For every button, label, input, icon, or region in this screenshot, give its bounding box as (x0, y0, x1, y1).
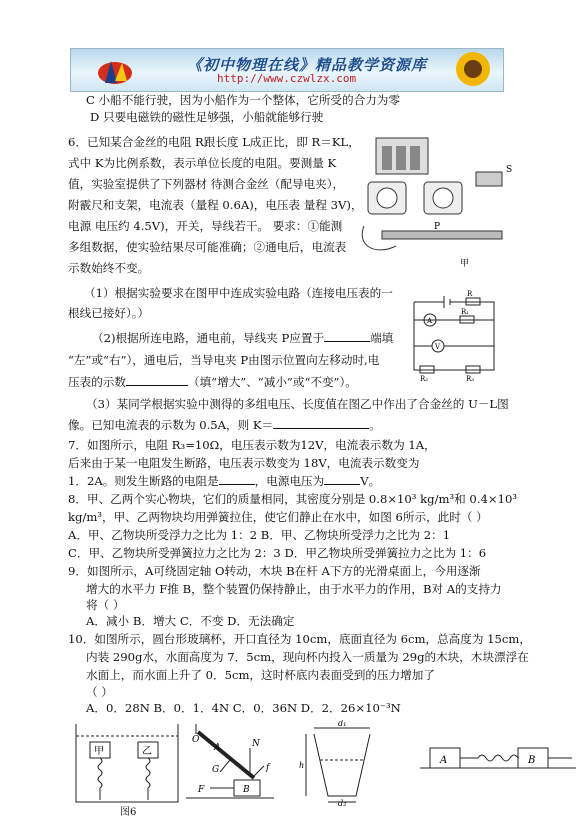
text-line: 像。已知电流表的示数为 0.5A，则 K＝ 。 (68, 418, 381, 432)
ammeter-label: A (427, 317, 433, 325)
answer-blank[interactable] (219, 473, 255, 485)
d2-label: d₂ (338, 799, 347, 806)
r-label: R (467, 290, 473, 298)
text-line: 10．如图所示，圆台形玻璃杯，开口直径为 10cm，底面直径为 6cm，总高度为 15cm， (68, 632, 531, 646)
text-line: 水面上，而水面上升了 0．5cm，这时杯底内表面受到的压力增加了 (86, 668, 435, 682)
figure-lever (184, 720, 280, 804)
text-line: 多组数据，使实验结果尽可能准确；②通电后，电流表 (68, 240, 347, 254)
text-line: 式中 K为比例系数，表示单位长度的电阻。要测量 K (68, 156, 337, 170)
p-label: P (434, 222, 441, 232)
text-line: 7．如图所示，电阻 R₃=10Ω，电压表示数为12V，电流表示数为 1A， (68, 438, 436, 452)
block-a-label: A (440, 755, 448, 766)
answer-blank[interactable] (273, 417, 369, 429)
answer-blank[interactable] (324, 473, 360, 485)
figure-cup (298, 720, 378, 806)
text-line: C．甲、乙物块所受弹簧拉力之比为 2：3 D．甲乙物块所受弹簧拉力之比为 1：6 (68, 546, 487, 560)
text-line: “左”或“右”），通电后，当导电夹 P由图示位置向左移动时,电 (68, 353, 380, 367)
text-line: C 小船不能行驶，因为小船作为一个整体，它所受的合力为零 (86, 93, 400, 107)
text-line: kg/m³，甲、乙两物块均用弹簧拉住，使它们静止在水中，如图 6所示，此时（ ） (68, 510, 488, 524)
text-line: （ ） (86, 685, 113, 699)
text-line: 后来由于某一电阻发生断路，电压表示数变为 18V，电流表示数变为 (68, 456, 420, 470)
text-line: 值，实验室提供了下列器材 待测合金丝（配导电夹）， (68, 177, 345, 191)
text-line: 增大的水平力 F推 B，整个装置仍保持静止，由于水平力的作用，B对 A的支持力 (86, 582, 502, 596)
f-label: f (266, 763, 270, 773)
d1-label: d₁ (338, 720, 347, 728)
s-label: S (506, 165, 513, 175)
block-b-label: B (528, 755, 536, 766)
answer-blank[interactable] (324, 330, 370, 342)
r3-label: R₃ (466, 375, 475, 382)
figure-6-tank (72, 720, 182, 806)
jia-label: 甲 (94, 746, 104, 757)
h-label: h (299, 761, 305, 770)
voltmeter-label: V (435, 343, 441, 351)
text-line: A．减小 B．增大 C．不变 D．无法确定 (86, 614, 295, 628)
r1-label: R₁ (461, 308, 470, 316)
figure-6-caption: 图6 (120, 807, 137, 818)
b-label: B (243, 785, 250, 795)
banner-url: http://www.czwlzx.com (217, 72, 357, 85)
text-line: 8．甲、乙两个实心物块，它们的质量相同，其密度分别是 0.8×10³ kg/m³和 0.4×10³ (68, 492, 517, 506)
text-line: D 只要电磁铁的磁性足够强，小船就能够行驶 (90, 110, 324, 124)
text-line: （2)根据所连电路，通电前，导线夹 P应置于 端填 (92, 331, 394, 345)
figure-caption: 甲 (460, 259, 470, 269)
text-line: 附霰尺和支架，电流表（量程 0.6A)，电压表 量程 3V)， (68, 198, 363, 212)
text-line: A．甲、乙物块所受浮力之比为 1：2 B．甲、乙物块所受浮力之比为 2：1 (68, 528, 451, 542)
g-label: G (212, 765, 220, 775)
text-line: 内装 290g水，水面高度为 7．5cm，现向杯内投入一质量为 29g的木块，木块漂浮在 (86, 650, 529, 664)
text-line: 9．如图所示，A可绕固定轴 O转动，木块 B在杆 A下方的光滑桌面上，今用逐渐 (68, 564, 481, 578)
figure-blocks (418, 740, 578, 780)
n-label: N (252, 739, 260, 749)
text-line: 根线已接好）。） (68, 306, 150, 320)
force-label: F (198, 785, 205, 795)
answer-blank[interactable] (126, 374, 188, 386)
text-line: 压表的示数 （填“增大”、“减小”或“不变”）。 (68, 375, 357, 389)
yi-label: 乙 (142, 746, 152, 757)
a-label: A (214, 743, 221, 753)
text-line: （1）根据实验要求在图甲中连成实验电路（连接电压表的一 (84, 286, 393, 300)
logo-icon (95, 53, 135, 87)
text-line: （3）某同学根据实验中测得的多组电压、长度值在图乙中作出了合金丝的 U－L图 (86, 397, 509, 411)
o-label: O (192, 735, 200, 745)
r2-label: R₂ (420, 375, 429, 382)
sunflower-icon (443, 49, 503, 91)
header-banner (70, 48, 504, 92)
text-line: A．0．28N B．0．1．4N C．0．36N D．2．26×10⁻³N (86, 701, 401, 715)
text-line: 将（ ） (86, 598, 125, 612)
banner-title: 《初中物理在线》精品教学资源库 (187, 56, 428, 74)
figure-experiment-setup (356, 136, 526, 272)
text-line: 示数始终不变。 (68, 261, 150, 275)
text-line: 6．已知某合金丝的电阻 R跟长度 L成正比，即 R＝KL， (68, 135, 360, 149)
figure-circuit (404, 290, 504, 382)
text-line: 1．2A。则发生断路的电阻是 ，电源电压为 V。 (68, 474, 381, 488)
text-line: 电源 电压约 4.5V)，开关，导线若干。 要求：①能测 (68, 219, 343, 233)
